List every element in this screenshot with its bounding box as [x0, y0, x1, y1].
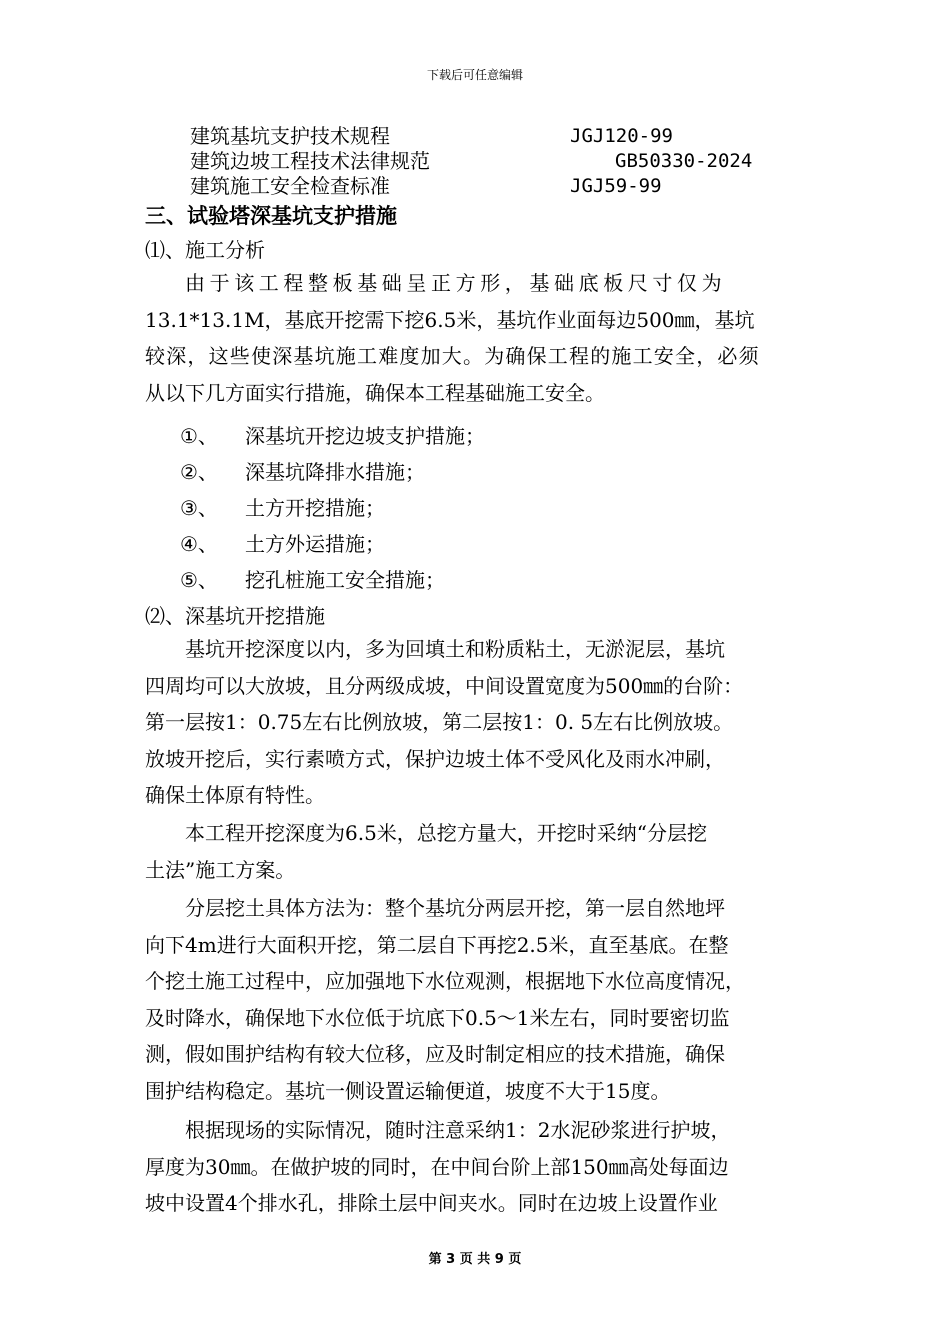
text-line: 较深，这些使深基坑施工难度加大。为确保工程的施工安全，必须 — [145, 344, 760, 368]
text-line: 基坑开挖深度以内，多为回填土和粉质粘土，无淤泥层，基坑 — [185, 637, 725, 661]
text-line: 坡中设置4个排水孔，排除土层中间夹水。同时在边坡上设置作业 — [145, 1191, 718, 1215]
text-line: 本工程开挖深度为6.5米，总挖方量大，开挖时采纳“分层挖 — [185, 821, 708, 845]
page-header: 下载后可任意编辑 — [426, 68, 523, 82]
text-line: 厚度为30㎜。在做护坡的同时，在中间台阶上部150㎜高处每面边 — [145, 1154, 729, 1179]
text-line: 围护结构稳定。基坑一侧设置运输便道，坡度不大于15度。 — [145, 1078, 671, 1103]
item-number: ⑤、 — [180, 568, 218, 592]
text-line: 及时降水，确保地下水位低于坑底下0.5～1米左右，同时要密切监 — [145, 1005, 730, 1030]
reference-name: 建筑基坑支护技术规程 — [190, 124, 390, 148]
text-line: 13.1*13.1M，基底开挖需下挖6.5米，基坑作业面每边500㎜，基坑 — [145, 307, 755, 332]
text-line: 从以下几方面实行措施，确保本工程基础施工安全。 — [145, 380, 605, 405]
reference-code: JGJ59-99 — [570, 175, 662, 197]
paragraph-layered-details — [145, 890, 805, 1109]
text-line: 第一层按1：0.75左右比例放坡，第二层按1：0. 5左右比例放坡。 — [145, 710, 734, 734]
item-number: ②、 — [180, 460, 218, 484]
text-line: 个挖土施工过程中，应加强地下水位观测，根据地下水位高度情况， — [145, 969, 745, 993]
text-line: 四周均可以大放坡，且分两级成坡，中间设置宽度为500㎜的台阶： — [145, 673, 744, 698]
paragraph-excavation — [145, 631, 805, 814]
item-text: 土方开挖措施； — [245, 496, 385, 520]
section-title: 三、试验塔深基坑支护措施 — [145, 204, 397, 228]
text-line: 根据现场的实际情况，随时注意采纳1：2水泥砂浆进行护坡， — [185, 1118, 731, 1142]
text-line: 向下4m进行大面积开挖，第二层自下再挖2.5米，直至基底。在整 — [145, 932, 729, 957]
item-text: 深基坑降排水措施； — [245, 460, 425, 484]
paragraph-construction-analysis — [145, 265, 805, 411]
text-line: 土法”施工方案。 — [145, 857, 296, 882]
subsection-title: ⑴、施工分析 — [145, 238, 265, 262]
item-number: ③、 — [180, 496, 218, 520]
item-number: ④、 — [180, 532, 218, 556]
text-line: 确保土体原有特性。 — [145, 783, 325, 807]
text-line: 由于该工程整板基础呈正方形，基础底板尺寸仅为 — [185, 271, 727, 295]
reference-name: 建筑施工安全检查标准 — [190, 174, 390, 198]
paragraph-slope-protection — [145, 1112, 805, 1222]
reference-code: GB50330-2024 — [615, 150, 753, 172]
item-text: 挖孔桩施工安全措施； — [245, 568, 445, 592]
item-text: 土方外运措施； — [245, 532, 385, 556]
reference-name: 建筑边坡工程技术法律规范 — [190, 149, 430, 173]
item-text: 深基坑开挖边坡支护措施； — [245, 424, 485, 448]
paragraph-layered-method — [145, 815, 805, 888]
reference-code: JGJ120-99 — [570, 125, 673, 147]
subsection-title: ⑵、深基坑开挖措施 — [145, 604, 325, 628]
text-line: 放坡开挖后，实行素喷方式，保护边坡土体不受风化及雨水冲刷， — [145, 746, 725, 771]
text-line: 测，假如围护结构有较大位移，应及时制定相应的技术措施，确保 — [145, 1042, 725, 1066]
page-footer: 第 3 页 共 9 页 — [428, 1252, 522, 1267]
text-line: 分层挖土具体方法为：整个基坑分两层开挖，第一层自然地坪 — [185, 896, 725, 920]
item-number: ①、 — [180, 424, 218, 448]
